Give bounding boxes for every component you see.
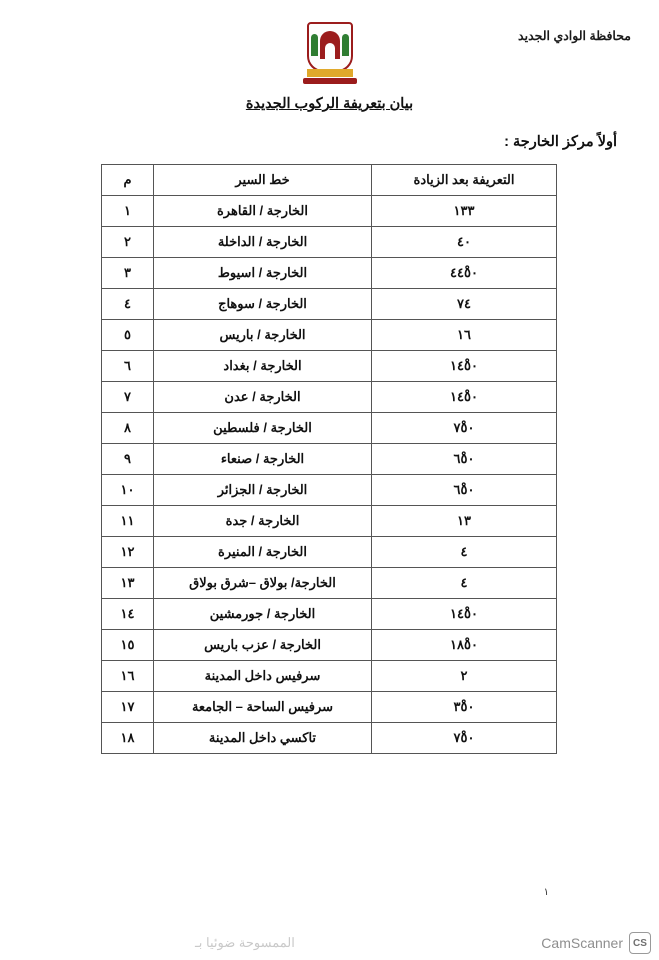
table-row [102,723,557,754]
cell-number: ٧ [102,382,154,413]
table-row [102,692,557,723]
cell-route: الخارجة / اسيوط [154,258,372,289]
cell-fare: ٤٤ْ٥٠ [372,258,557,289]
cell-number: ١٤ [102,599,154,630]
cell-number: ٢ [102,227,154,258]
table-row [102,661,557,692]
table-row [102,320,557,351]
table-row [102,227,557,258]
table-row [102,537,557,568]
cell-fare: ٧ْ٥٠ [372,723,557,754]
cell-number: ٦ [102,351,154,382]
cell-fare: ٦ْ٥٠ [372,475,557,506]
cell-fare: ١٨ْ٥٠ [372,630,557,661]
cell-route: الخارجة / جورمشين [154,599,372,630]
fare-table-body [102,196,557,754]
cell-fare: ١٣ [372,506,557,537]
cell-route: الخارجة / صنعاء [154,444,372,475]
cell-route: الخارجة / جدة [154,506,372,537]
camscanner-brand: CamScanner [541,935,623,951]
cell-route: الخارجة / فلسطين [154,413,372,444]
cell-fare: ٤ [372,537,557,568]
cell-route: سرفيس داخل المدينة [154,661,372,692]
cell-fare: ٤٠ [372,227,557,258]
cell-fare: ٦ْ٥٠ [372,444,557,475]
cell-route: تاكسي داخل المدينة [154,723,372,754]
cell-route: الخارجة / عدن [154,382,372,413]
cell-route: الخارجة / عزب باريس [154,630,372,661]
document-header [0,0,659,90]
cell-number: ٤ [102,289,154,320]
table-row [102,382,557,413]
cell-number: ١٥ [102,630,154,661]
table-row [102,630,557,661]
cell-fare: ٣ْ٥٠ [372,692,557,723]
cell-fare: ٧ْ٥٠ [372,413,557,444]
cell-number: ١٨ [102,723,154,754]
camscanner-arabic-note: الممسوحة ضوئيا بـ [195,935,295,950]
column-header-number: م [102,165,154,196]
cell-number: ٩ [102,444,154,475]
cell-fare: ١٤ْ٥٠ [372,351,557,382]
cell-fare: ١٦ [372,320,557,351]
cell-number: ١١ [102,506,154,537]
table-row [102,196,557,227]
fare-table [101,164,557,754]
cell-route: الخارجة / سوهاج [154,289,372,320]
cell-number: ٣ [102,258,154,289]
cell-fare: ٢ [372,661,557,692]
cell-fare: ١٣٣ [372,196,557,227]
table-row [102,475,557,506]
cell-route: سرفيس الساحة – الجامعة [154,692,372,723]
column-header-route: خط السير [154,165,372,196]
governorate-crest-icon [301,22,359,84]
cell-route: الخارجة / القاهرة [154,196,372,227]
table-row [102,351,557,382]
cell-fare: ١٤ْ٥٠ [372,599,557,630]
cell-fare: ١٤ْ٥٠ [372,382,557,413]
page-number: ١ [543,887,549,898]
cell-route: الخارجة / باريس [154,320,372,351]
table-header-row [102,165,557,196]
governorate-name: محافظة الوادي الجديد [518,29,631,43]
cell-fare: ٧٤ [372,289,557,320]
cell-number: ١٣ [102,568,154,599]
cell-fare: ٤ [372,568,557,599]
table-row [102,413,557,444]
table-row [102,258,557,289]
fare-table-wrapper [102,164,557,754]
cell-number: ١٧ [102,692,154,723]
table-row [102,599,557,630]
cell-route: الخارجة / المنيرة [154,537,372,568]
camscanner-watermark [0,926,659,960]
table-row [102,444,557,475]
cell-route: الخارجة / الجزائر [154,475,372,506]
table-row [102,568,557,599]
cell-route: الخارجة/ بولاق –شرق بولاق [154,568,372,599]
section-title: أولاً مركز الخارجة : [504,134,617,150]
cell-number: ١٦ [102,661,154,692]
cell-number: ٨ [102,413,154,444]
cell-number: ١٠ [102,475,154,506]
cell-route: الخارجة / الداخلة [154,227,372,258]
table-row [102,506,557,537]
cell-number: ١ [102,196,154,227]
column-header-fare: التعريفة بعد الزيادة [372,165,557,196]
cell-number: ٥ [102,320,154,351]
table-row [102,289,557,320]
camscanner-logo-icon: CS [629,932,651,954]
cell-route: الخارجة / بغداد [154,351,372,382]
document-title: بيان بتعريفة الركوب الجديدة [245,96,414,112]
cell-number: ١٢ [102,537,154,568]
